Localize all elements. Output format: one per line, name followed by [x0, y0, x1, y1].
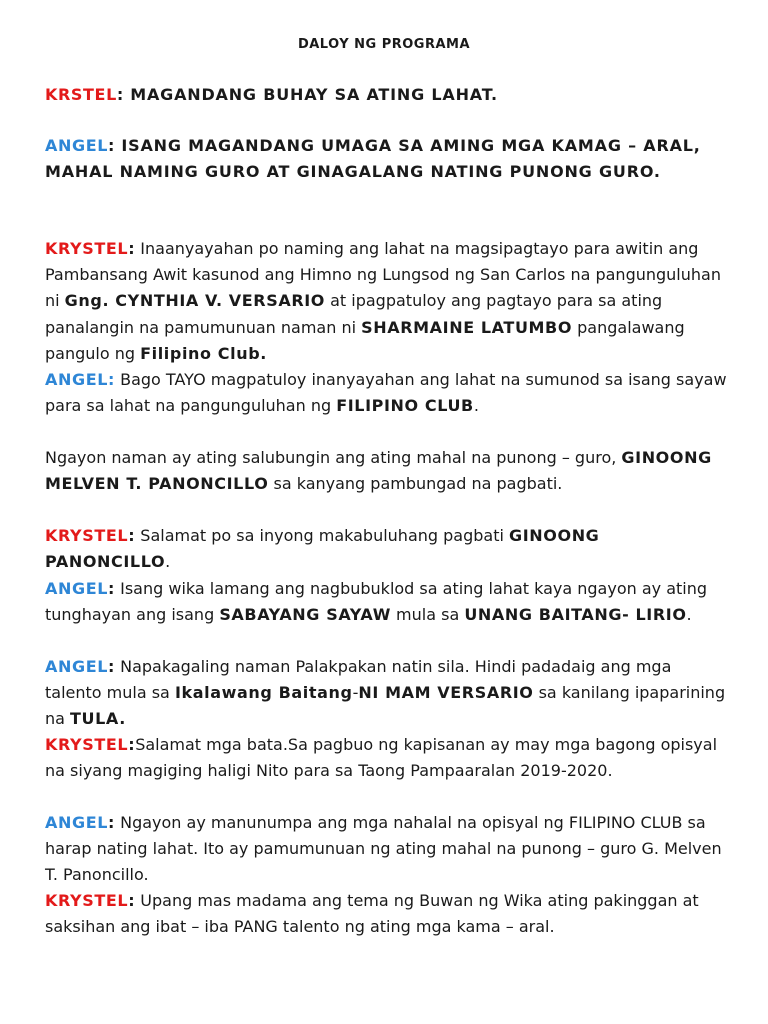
speaker-name: ANGEL: [45, 579, 109, 598]
line-text: ISANG MAGANDANG UMAGA SA AMING MGA KAMAG – ARAL, MAHAL NAMING GURO AT GINAGALANG NATING PUNONG GURO.: [45, 136, 701, 182]
speaker-name: KRYSTEL: [45, 735, 129, 754]
speaker-name: KRYSTEL: [45, 239, 129, 258]
emphasis-name: GINOONG MELVEN T. PANONCILLO: [45, 448, 712, 494]
line-text: MAGANDANG BUHAY SA ATING LAHAT.: [123, 85, 498, 104]
emphasis-name: NI MAM VERSARIO: [358, 683, 534, 703]
speaker-name: KRSTEL: [45, 85, 117, 104]
emphasis-name: GINOONG PANONCILLO: [45, 526, 600, 572]
emphasis-class: UNANG BAITANG- LIRIO: [464, 605, 687, 625]
speaker-name: ANGEL: [45, 657, 109, 676]
script-line-10: ANGEL: Ngayon ay manunumpa ang mga nahalal na opisyal ng FILIPINO CLUB sa harap nating lahat. Ito ay pamumunuan ng ating mahal na punong – guro G. Melven T. Panoncillo.: [45, 813, 722, 885]
speaker-name: ANGEL: [45, 370, 109, 389]
script-line-4: ANGEL: Bago TAYO magpatuloy inanyayahan ang lahat na sumunod sa isang sayaw para sa lahat na pangunguluhan ng FILIPINO CLUB.: [45, 370, 727, 416]
speaker-name: ANGEL: [45, 136, 109, 155]
page-title: DALOY NG PROGRAMA: [297, 37, 471, 52]
script-line-1: KRSTEL: MAGANDANG BUHAY SA ATING LAHAT.: [45, 85, 498, 104]
script-line-7: ANGEL: Isang wika lamang ang nagbubuklod sa ating lahat kaya ngayon ay ating tunghayan ang isang SABAYANG SAYAW mula sa UNANG BAITANG- LIRIO.: [45, 579, 708, 625]
emphasis-event: TULA.: [70, 709, 126, 729]
emphasis-class: Ikalawang Baitang: [174, 683, 353, 703]
emphasis-event: SABAYANG SAYAW: [219, 605, 391, 625]
emphasis-name: SHARMAINE LATUMBO: [361, 317, 573, 337]
speaker-name: KRYSTEL: [45, 526, 129, 545]
script-line-3: KRYSTEL: Inaanyayahan po naming ang lahat na magsipagtayo para awitin ang Pambansang Awit kasunod ang Himno ng Lungsod ng San Carlos na pangunguluhan ni Gng. CYNTHIA V. VERSARIO at ipagpatuloy ang pagtayo para sa ating panalangin na pamumunuan naman ni SHARMAINE LATUMBO pangalawang pangulo ng Filipino Club.: [45, 239, 721, 363]
script-line-11: KRYSTEL: Upang mas madama ang tema ng Buwan ng Wika ating pakinggan at saksihan ang ibat – iba PANG talento ng ating mga kama – aral.: [45, 891, 699, 937]
emphasis-name: Gng. CYNTHIA V. VERSARIO: [64, 291, 326, 311]
speaker-name: ANGEL: [45, 813, 109, 832]
emphasis-club: Filipino Club.: [140, 343, 267, 363]
script-line-2: ANGEL: ISANG MAGANDANG UMAGA SA AMING MGA KAMAG – ARAL, MAHAL NAMING GURO AT GINAGALANG NATING PUNONG GURO.: [45, 136, 701, 182]
script-line-6: KRYSTEL: Salamat po sa inyong makabuluhang pagbati GINOONG PANONCILLO.: [45, 526, 600, 572]
script-line-8: ANGEL: Napakagaling naman Palakpakan natin sila. Hindi padadaig ang mga talento mula sa Ikalawang Baitang-NI MAM VERSARIO sa kanilang ipaparining na TULA.: [45, 657, 726, 729]
emphasis-club: FILIPINO CLUB: [336, 396, 474, 416]
speaker-name: KRYSTEL: [45, 891, 129, 910]
script-line-9: KRYSTEL:Salamat mga bata.Sa pagbuo ng kapisanan ay may mga bagong opisyal na siyang magiging haligi Nito para sa Taong Pampaaralan 2019-2020.: [45, 735, 718, 781]
script-line-5: Ngayon naman ay ating salubungin ang ating mahal na punong – guro, GINOONG MELVEN T. PANONCILLO sa kanyang pambungad na pagbati.: [45, 448, 712, 494]
